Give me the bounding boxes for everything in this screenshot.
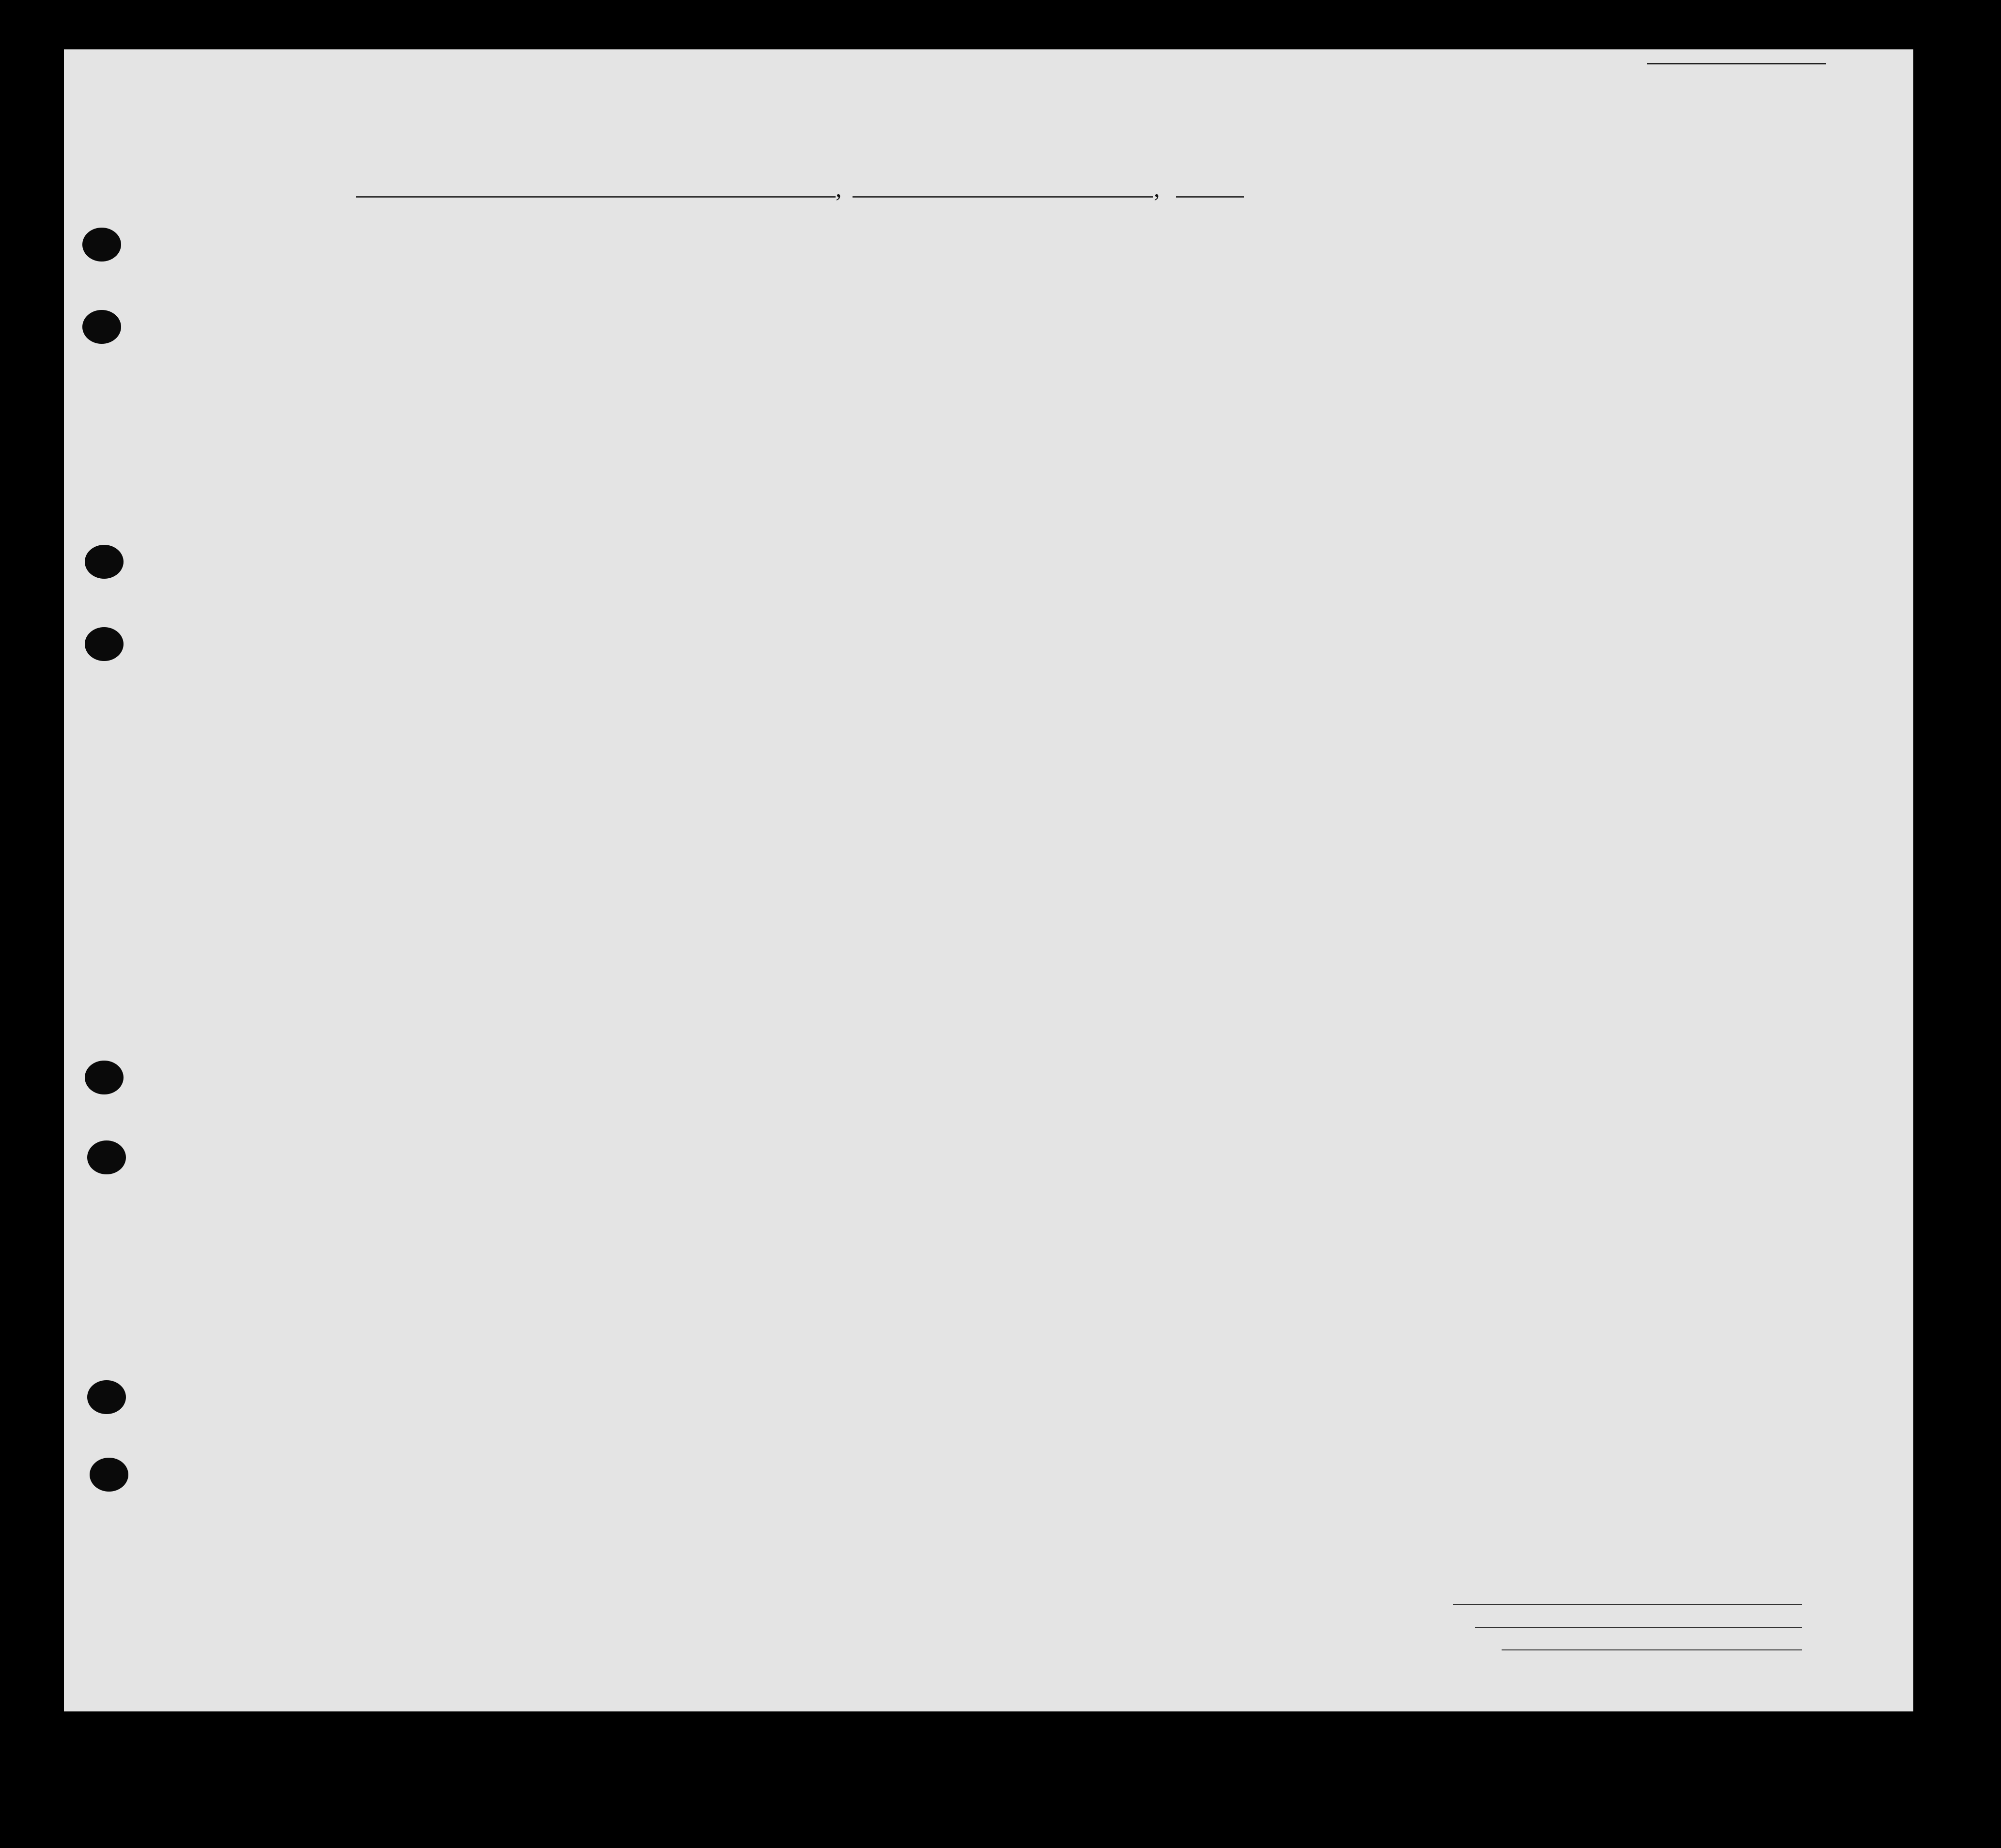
owners-field — [1475, 1627, 1802, 1628]
local-agents-field — [1502, 1649, 1802, 1650]
line-field — [1453, 1604, 1802, 1605]
comma: , — [836, 175, 842, 202]
comma: , — [1154, 175, 1160, 202]
